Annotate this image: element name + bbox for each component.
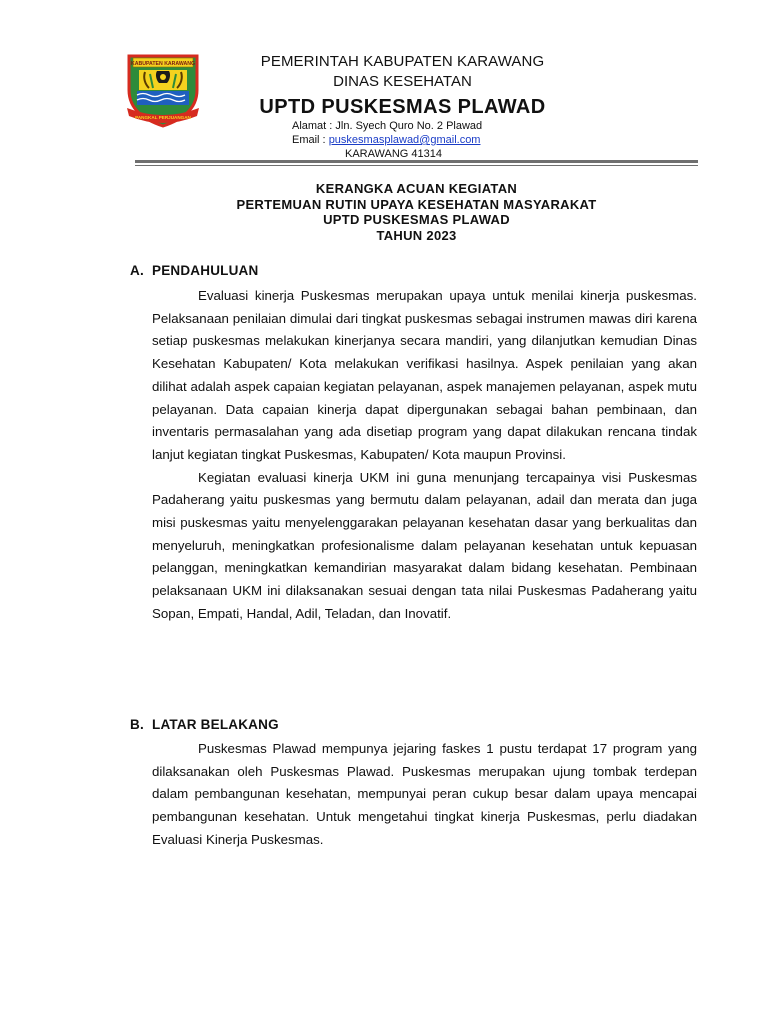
section-b-paragraph-1: Puskesmas Plawad mempunya jejaring faskes 1 pustu terdapat 17 program yang dilaksanakan oleh Puskesmas Plawad. Puskesmas merupakan ujung tombak terdepan dalam pembangunan kesehatan, mempunyai peran cukup besar dalam upaya mencapai pembangunan kesehatan. Untuk mengetahui tingkat kinerja Puskesmas, perlu diadakan Evaluasi Kinerja Puskesmas. <box>152 741 697 847</box>
city-postcode: KARAWANG 41314 <box>345 148 443 160</box>
letterhead-divider-thick <box>135 160 698 163</box>
section-a-paragraph-2: Kegiatan evaluasi kinerja UKM ini guna menunjang tercapainya visi Puskesmas Padaherang yaitu puskesmas yang bermutu dalam pelayanan, adail dan merata dan juga misi puskesmas yaitu menyelenggarakan pelayanan kesehatan dasar yang berkualitas dan menyeluruh, meningkatkan profesionalisme dalam pelayanan kesehatan untuk kepuasan pelanggan, meningkatkan kemandirian masyarakat dalam bidang kesehatan. Pembinaan pelaksanaan UKM ini dilaksanakan sesuai dengan tata nilai Puskesmas Padaherang yaitu Sopan, Empati, Handal, Adil, Teladan, dan Inovatif. <box>152 469 697 621</box>
title-line-3: UPTD PUSKESMAS PLAWAD <box>323 212 510 227</box>
section-b-number: B. <box>130 717 144 732</box>
section-a-title: PENDAHULUAN <box>152 263 259 278</box>
section-a-number: A. <box>130 263 144 278</box>
logo-bottom-text: PANGKAL PERJUANGAN <box>135 115 191 120</box>
section-a-heading <box>130 263 258 278</box>
letterhead-divider-thin <box>135 165 698 166</box>
institution-name: UPTD PUSKESMAS PLAWAD <box>259 96 546 118</box>
section-a-paragraph-1: Evaluasi kinerja Puskesmas merupakan upaya untuk menilai kinerja puskesmas. Pelaksanaan penilaian dimulai dari tingkat puskesmas sebagai instrumen mawas diri karena setiap puskesmas melakukan kinerjanya secara mandiri, yang dilanjutkan kemudian Dinas Kesehatan Kabupaten/ Kota melakukan verifikasi hasilnya. Aspek penilaian yang akan dilihat adalah aspek capaian kegiatan pelayanan, aspek manajemen pelayanan, aspek mutu pelayanan. Data capaian kinerja dapat dipergunakan sebagai bahan pembinaan, dan inventaris permasalahan yang ada disetiap program yang dapat dilakukan rencana tindak lanjut kegiatan tingkat Puskesmas, Kabupaten/ Kota maupun Provinsi. <box>152 288 697 462</box>
section-b-heading <box>130 717 279 732</box>
karawang-regency-logo <box>123 50 203 128</box>
title-line-1: KERANGKA ACUAN KEGIATAN <box>315 181 518 196</box>
letterhead <box>210 52 595 122</box>
section-b-body <box>152 738 697 852</box>
title-line-4: TAHUN 2023 <box>376 227 457 243</box>
address-block <box>292 119 482 161</box>
address-line: Alamat : Jln. Syech Quro No. 2 Plawad <box>292 120 483 132</box>
document-title <box>135 181 698 243</box>
section-b-title: LATAR BELAKANG <box>152 717 279 732</box>
email-line <box>292 133 482 147</box>
section-a-body <box>152 285 697 626</box>
government-name: PEMERINTAH KABUPATEN KARAWANG <box>260 53 545 70</box>
title-line-2: PERTEMUAN RUTIN UPAYA KESEHATAN MASYARAKAT <box>236 196 597 212</box>
logo-top-text: KABUPATEN KARAWANG <box>130 61 196 67</box>
email-link[interactable]: puskesmasplawad@gmail.com <box>328 134 481 146</box>
email-label: Email : <box>292 134 329 146</box>
department-name: DINAS KESEHATAN <box>333 73 472 90</box>
